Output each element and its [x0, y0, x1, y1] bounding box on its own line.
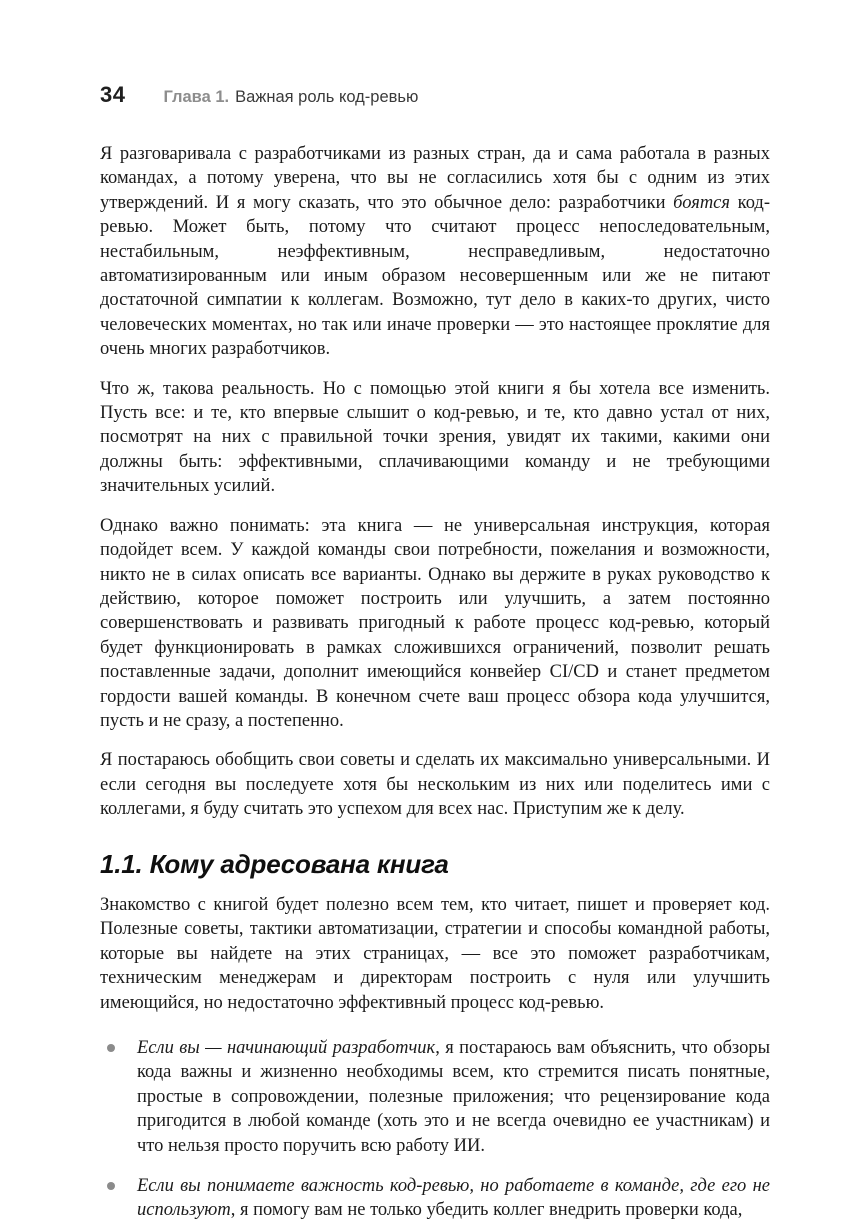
page-body	[100, 142, 770, 1223]
bullet-1-text: , я постараюсь вам объяснить, что обзоры кода важны и жизненно необходимы всем, кто стремится писать понятные, простые в сопровождении, полезные приложения; что рецензирование кода пригодится в любой команде (хоть это и не всегда очевидно ее участникам) и что нельзя просто поручить всю работу ИИ.	[137, 1038, 770, 1156]
chapter-label: Глава 1.	[163, 88, 230, 106]
bullet-icon	[107, 1182, 115, 1190]
section-heading: 1.1. Кому адресована книга	[100, 848, 449, 879]
paragraph-4: Я постараюсь обобщить свои советы и сделать их максимально универсальными. И если сегодня вы последуете хотя бы нескольким из них или поделитесь ими с коллегами, я буду считать это успехом для всех нас. Приступим же к делу.	[100, 750, 770, 820]
bullet-2-lead-italic: Если вы понимаете важность код-ревью, но работаете в команде, где его не используют	[137, 1176, 770, 1221]
bullet-1-lead-italic: Если вы — начинающий разработчик	[137, 1038, 436, 1058]
bullet-2-text: , я помогу вам не только убедить коллег внедрить проверки кода,	[230, 1200, 743, 1221]
bullet-icon	[107, 1044, 115, 1052]
list-item	[100, 1036, 770, 1158]
list-item	[100, 1174, 770, 1223]
paragraph-3: Однако важно понимать: эта книга — не универсальная инструкция, которая подойдет всем. У каждой команды свои потребности, пожелания и возможности, никто не в силах описать все варианты. Однако вы держите в руках руководство к действию, которое поможет построить или улучшить, а затем постоянно совершенствовать и развивать пригодный к работе процесс код-ревью, который будет функционировать в рамках сложившихся ограничений, позволит решать поставленные задачи, дополнит имеющийся конвейер CI/CD и станет предметом гордости вашей команды. В конечном счете ваш процесс обзора кода улучшится, пусть и не сразу, а постепенно.	[100, 515, 770, 731]
chapter-title: Важная роль код-ревью	[235, 88, 419, 106]
paragraph-1-italic-word: боятся	[673, 192, 730, 213]
running-head	[100, 82, 770, 108]
paragraph-2: Что ж, такова реальность. Но с помощью этой книги я бы хотела все изменить. Пусть все: и те, кто впервые слышит о код-ревью, и те, кто давно устал от них, посмотрят на них с правильной точки зрения, увидят их такими, какими они должны быть: эффективными, сплачивающими команду и не требующими значительных усилий.	[100, 378, 770, 497]
section-intro-paragraph: Знакомство с книгой будет полезно всем тем, кто читает, пишет и проверяет код. Полезные советы, тактики автоматизации, стратегии и способы командной работы, которые вы найдете на этих страницах, — все это поможет разработчикам, техническим менеджерам и директорам построить с нуля или улучшить имеющийся, но недостаточно эффективный процесс код-ревью.	[100, 894, 770, 1013]
paragraph-1-text-cont: код-ревью. Может быть, потому что считают процесс непоследовательным, нестабильным, неэффективным, несправедливым, недостаточно автоматизированным или иным образом несовершенным или же не питают достаточной симпатии к коллегам. Возможно, тут дело в каких-то других, чисто человеческих моментах, но так или иначе проверки — это настоящее проклятие для очень многих разработчиков.	[100, 192, 770, 360]
page-number: 34	[100, 82, 126, 107]
paragraph-1	[100, 142, 770, 362]
audience-bullet-list	[100, 1036, 770, 1223]
paragraph-1-text: Я разговаривала с разработчиками из разных стран, да и сама работала в разных командах, а потому уверена, что вы не согласились хотя бы с одним из этих утверждений. И я могу сказать, что это обычное дело: разработчики	[100, 144, 770, 213]
